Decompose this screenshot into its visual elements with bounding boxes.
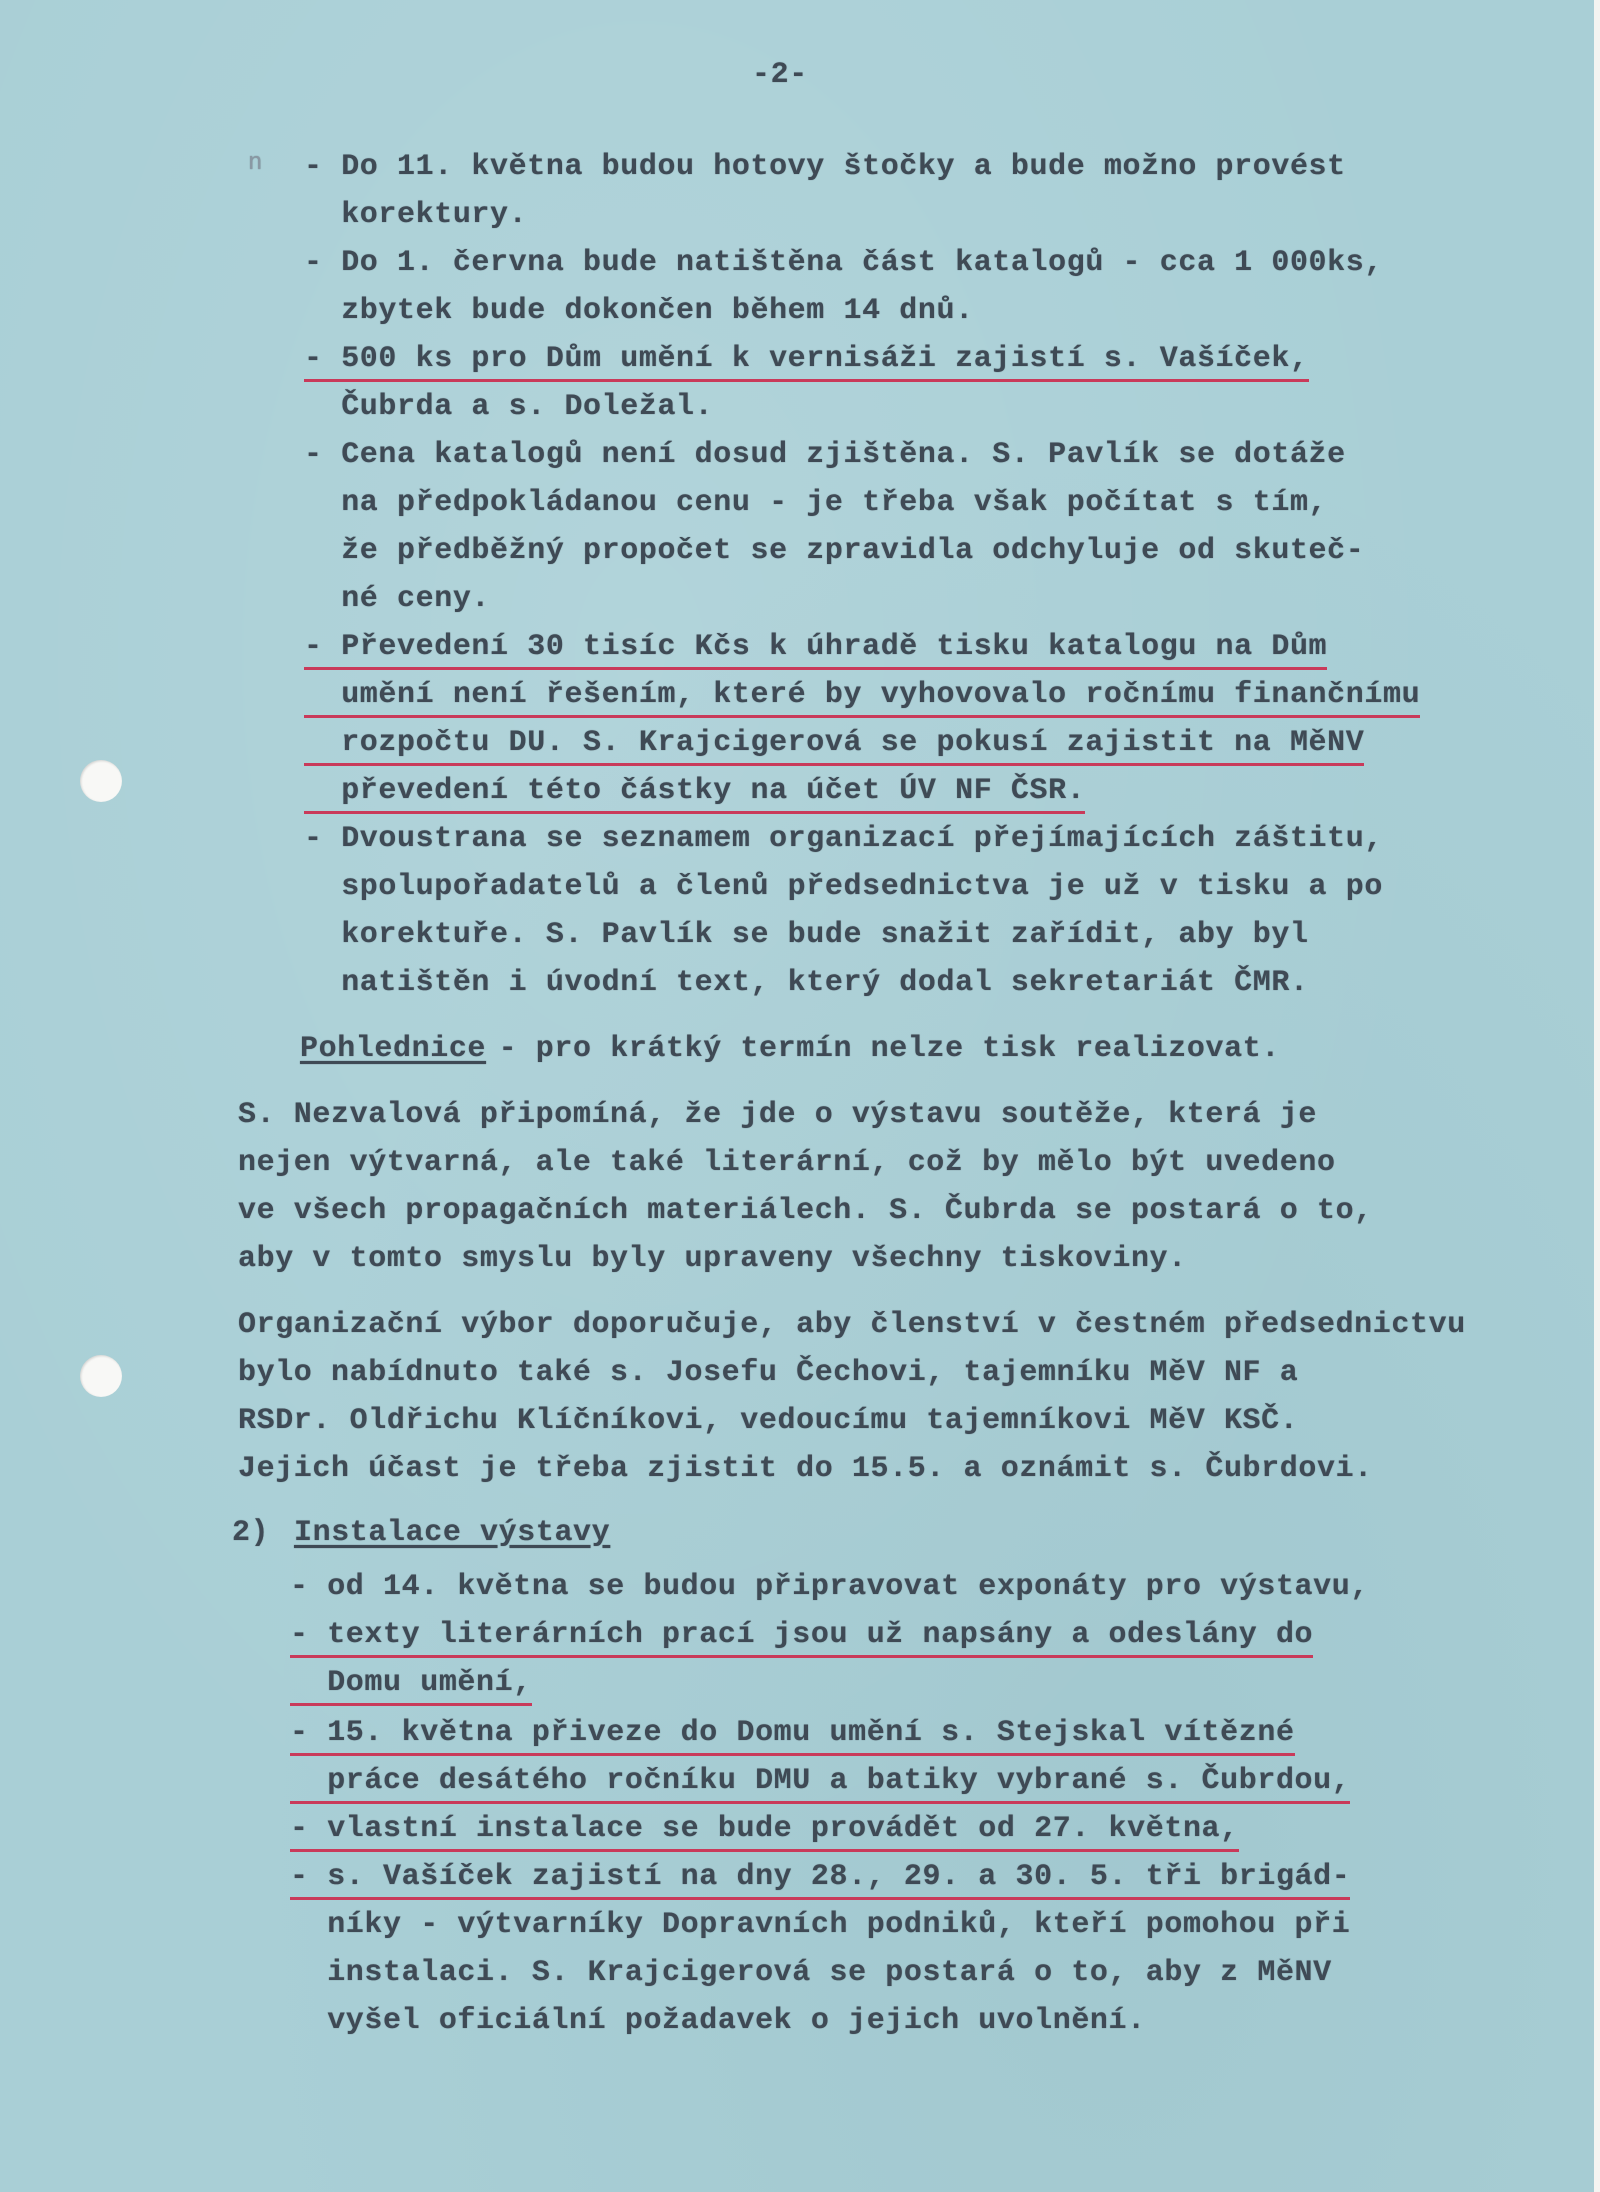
text-line-highlighted: - s. Vašíček zajistí na dny 28., 29. a 30. 5. tři brigád- xyxy=(290,1860,1350,1900)
text-line: ve všech propagačních materiálech. S. Čubrda se postará o to, xyxy=(238,1194,1373,1228)
text-line-highlighted: - 15. května přiveze do Domu umění s. Stejskal vítězné xyxy=(290,1716,1295,1756)
text-line: nejen výtvarná, ale také literární, což by mělo být uvedeno xyxy=(238,1146,1336,1180)
text-line: - od 14. května se budou připravovat exponáty pro výstavu, xyxy=(290,1570,1369,1604)
paper-edge xyxy=(1594,0,1600,2192)
text-line-highlighted: - 500 ks pro Dům umění k vernisáži zajistí s. Vašíček, xyxy=(304,342,1309,382)
text-line: natištěn i úvodní text, který dodal sekretariát ČMR. xyxy=(304,966,1309,1000)
heading-installation: Instalace výstavy xyxy=(294,1516,611,1550)
heading-postcards: Pohlednice xyxy=(300,1032,487,1066)
text-line: korektury. xyxy=(304,198,528,232)
text-line: - Dvoustrana se seznamem organizací přejímajících záštitu, xyxy=(304,822,1383,856)
text-line: aby v tomto smyslu byly upraveny všechny tiskoviny. xyxy=(238,1242,1187,1276)
text-line: instalaci. S. Krajcigerová se postará o to, aby z MěNV xyxy=(290,1956,1332,1990)
text-line: Organizační výbor doporučuje, aby členství v čestném předsednictvu xyxy=(238,1308,1466,1342)
text-line-highlighted: Domu umění, xyxy=(290,1666,532,1706)
punch-hole-bottom xyxy=(80,1355,122,1397)
text-line-highlighted: rozpočtu DU. S. Krajcigerová se pokusí zajistit na MěNV xyxy=(304,726,1364,766)
text-line-highlighted: - texty literárních prací jsou už napsány a odeslány do xyxy=(290,1618,1313,1658)
text-line: bylo nabídnuto také s. Josefu Čechovi, tajemníku MěV NF a xyxy=(238,1356,1299,1390)
text-line: zbytek bude dokončen během 14 dnů. xyxy=(304,294,974,328)
text-line: Čubrda a s. Doležal. xyxy=(304,390,714,424)
text-line: vyšel oficiální požadavek o jejich uvolnění. xyxy=(290,2004,1146,2038)
text-line: - Do 11. května budou hotovy štočky a bude možno provést xyxy=(304,150,1346,184)
text-line-highlighted: - vlastní instalace se bude provádět od 27. května, xyxy=(290,1812,1239,1852)
section-number: 2) xyxy=(232,1516,270,1550)
text-line-highlighted: umění není řešením, které by vyhovovalo ročnímu finančnímu xyxy=(304,678,1420,718)
text-line: né ceny. xyxy=(304,582,491,616)
text-line: - Do 1. června bude natištěna část katalogů - cca 1 000ks, xyxy=(304,246,1383,280)
text-line: níky - výtvarníky Dopravních podniků, kteří pomohou při xyxy=(290,1908,1351,1942)
text-line: že předběžný propočet se zpravidla odchyluje od skuteč- xyxy=(304,534,1365,568)
text-line-highlighted: - Převedení 30 tisíc Kčs k úhradě tisku katalogu na Dům xyxy=(304,630,1327,670)
text-line: na předpokládanou cenu - je třeba však počítat s tím, xyxy=(304,486,1328,520)
page-number: -2- xyxy=(752,58,808,92)
stray-mark: n xyxy=(248,150,264,177)
text-line: RSDr. Oldřichu Klíčníkovi, vedoucímu tajemníkovi MěV KSČ. xyxy=(238,1404,1299,1438)
text-line: Jejich účast je třeba zjistit do 15.5. a oznámit s. Čubrdovi. xyxy=(238,1452,1373,1486)
text-line: S. Nezvalová připomíná, že jde o výstavu soutěže, která je xyxy=(238,1098,1317,1132)
text-line: - Cena katalogů není dosud zjištěna. S. Pavlík se dotáže xyxy=(304,438,1346,472)
text-line: - pro krátký termín nelze tisk realizovat. xyxy=(480,1032,1280,1066)
text-line: korektuře. S. Pavlík se bude snažit zařídit, aby byl xyxy=(304,918,1309,952)
text-line: spolupořadatelů a členů předsednictva je už v tisku a po xyxy=(304,870,1383,904)
punch-hole-top xyxy=(80,760,122,802)
text-line-highlighted: práce desátého ročníku DMU a batiky vybrané s. Čubrdou, xyxy=(290,1764,1350,1804)
text-line-highlighted: převedení této částky na účet ÚV NF ČSR. xyxy=(304,774,1085,814)
